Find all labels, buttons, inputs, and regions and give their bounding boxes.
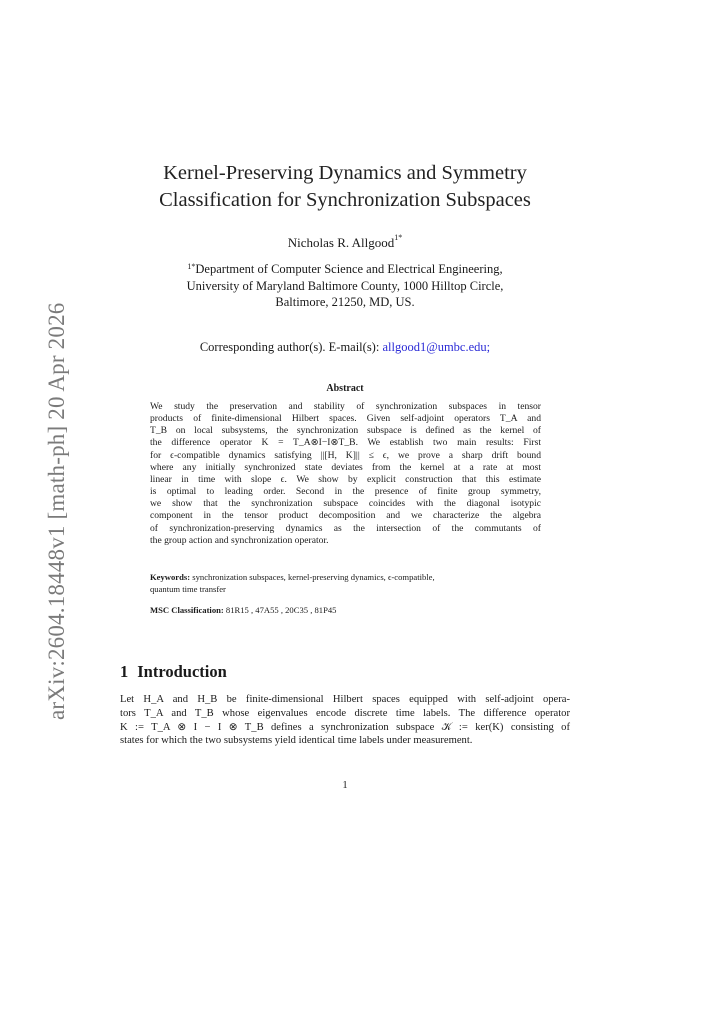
abstract-line: products of finite-dimensional Hilbert spaces. Given self-adjoint operators T_A and xyxy=(150,413,541,425)
keywords-line: quantum time transfer xyxy=(150,583,226,594)
arxiv-sidebar-stamp: arXiv:2604.18448v1 [math-ph] 20 Apr 2026 xyxy=(44,302,69,720)
keywords-label: Keywords: xyxy=(150,572,191,582)
abstract-line: for ϵ-compatible dynamics satisfying ||[H, K]|| ≤ ϵ, we prove a sharp drift bound xyxy=(150,449,541,461)
abstract-line: of synchronization-preserving dynamics as the intersection of the commutants of xyxy=(150,522,541,534)
corresponding-author xyxy=(120,340,570,355)
section-number: 1 xyxy=(120,662,129,681)
email-suffix: ; xyxy=(486,340,491,354)
title-line: Classification for Synchronization Subspaces xyxy=(159,189,531,211)
section-heading xyxy=(120,662,227,682)
intro-line: K := T_A ⊗ I − I ⊗ T_B defines a synchronization subspace 𝒦 := ker(K) consisting of xyxy=(120,721,570,733)
msc-codes: 81R15 , 47A55 , 20C35 , 81P45 xyxy=(225,605,337,615)
abstract-line: linear in time with slope ϵ. We show by explicit construction that this estimate xyxy=(150,473,541,485)
abstract-line: We study the preservation and stability of synchronization subspaces in tensor xyxy=(150,401,541,412)
keywords xyxy=(150,572,541,595)
abstract-body xyxy=(150,401,541,547)
abstract-line: T_B on local subsystems, the synchronization subspace is defined as the kernel of xyxy=(150,425,541,437)
paper-title xyxy=(120,160,570,214)
abstract-line: is optimal to leading order. Second in the presence of finite group symmetry, xyxy=(150,486,541,498)
abstract-line: the group action and synchronization operator. xyxy=(150,534,329,546)
affiliation xyxy=(120,261,570,311)
corresponding-label: Corresponding author(s). E-mail(s): xyxy=(199,340,380,354)
author-name: Nicholas R. Allgood xyxy=(287,235,395,250)
msc-classification xyxy=(150,605,541,615)
intro-line: tors T_A and T_B whose eigenvalues encode discrete time labels. The difference operator xyxy=(120,707,570,719)
author xyxy=(120,235,570,251)
abstract-line: component in the tensor product decomposition and we characterize the algebra xyxy=(150,510,541,522)
keywords-line: Keywords: synchronization subspaces, kernel-preserving dynamics, ϵ-compatible, xyxy=(150,572,435,582)
msc-label: MSC Classification: xyxy=(150,605,224,615)
affiliation-line: $^{1*}$Department of Computer Science and Electrical Engineering, xyxy=(187,262,503,276)
intro-line: states for which the two subsystems yield identical time labels under measurement. xyxy=(120,735,473,747)
author-mark: 1* xyxy=(394,233,403,242)
abstract-line: where any initially synchronized state deviates from the kernel at a rate at most xyxy=(150,461,541,473)
affiliation-line: University of Maryland Baltimore County, 1000 Hilltop Circle, xyxy=(186,278,504,293)
page-number: 1 xyxy=(342,780,348,791)
intro-line: Let H_A and H_B be finite-dimensional Hilbert spaces equipped with self-adjoint opera- xyxy=(120,694,570,705)
email-link[interactable]: allgood1@umbc.edu xyxy=(382,340,487,354)
title-line: Kernel-Preserving Dynamics and Symmetry xyxy=(163,162,527,184)
abstract-heading: Abstract xyxy=(326,383,364,394)
abstract-line: the difference operator K = T_A⊗I−I⊗T_B. We establish two main results: First xyxy=(150,437,541,449)
affiliation-line: Baltimore, 21250, MD, US. xyxy=(275,295,415,309)
abstract-line: we show that the synchronization subspace coincides with the diagonal isotypic xyxy=(150,498,541,510)
section-title: Introduction xyxy=(137,662,227,681)
intro-paragraph xyxy=(120,693,570,748)
affiliation-mark: 1* xyxy=(187,262,196,271)
